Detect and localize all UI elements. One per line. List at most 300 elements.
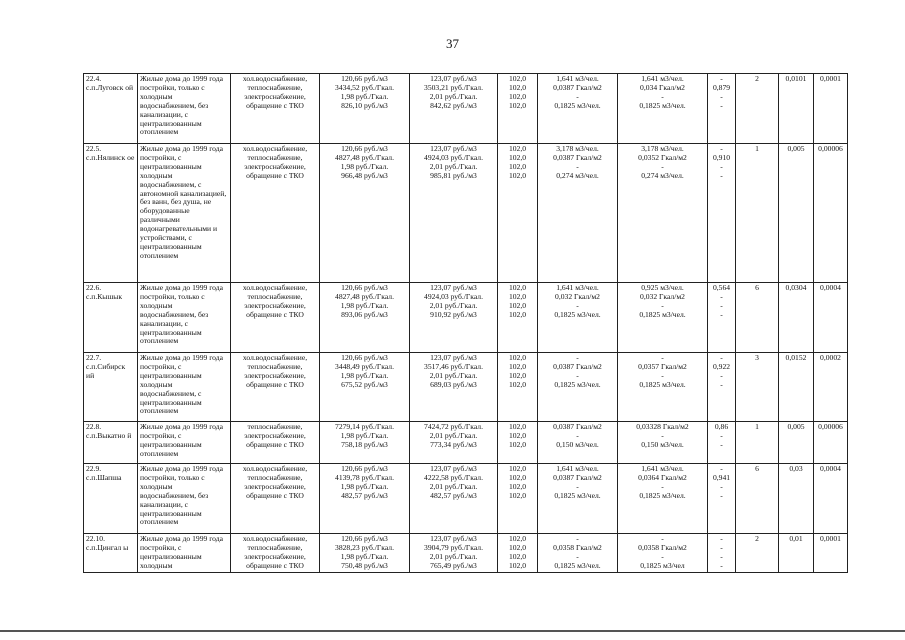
cell-line: теплоснабжение,	[247, 542, 303, 552]
cell-count	[736, 534, 779, 573]
cell-line: 123,07 руб./м3	[430, 353, 477, 362]
cell-line: 0,0387 Гкал/м2	[553, 472, 602, 482]
cell-line: -	[720, 91, 723, 101]
cell-coefficient	[708, 283, 736, 353]
cell-index	[498, 353, 538, 422]
cell-line: электроснабжение,	[244, 370, 306, 380]
cell-line: 102,0	[508, 439, 527, 449]
cell-line: -	[720, 144, 723, 153]
cell-line: 3503,21 руб./Гкал.	[424, 82, 483, 92]
cell-line: 0,1825 м3/чел.	[639, 379, 686, 389]
cell-line: 1,98 руб./Гкал.	[340, 161, 389, 171]
table-row	[84, 353, 848, 422]
cell-line: 4924,03 руб./Гкал.	[424, 291, 483, 301]
cell-housing-type	[138, 144, 231, 283]
cell-services	[231, 534, 320, 573]
cell-line: теплоснабжение,	[247, 291, 303, 301]
cell-line: 3448,49 руб./Гкал.	[335, 361, 394, 371]
cell-line: 0,032 Гкал/м2	[555, 291, 600, 301]
cell-tariff-second	[410, 144, 498, 283]
cell-line: -	[720, 534, 723, 543]
cell-value-first	[779, 283, 814, 353]
cell-line: -	[720, 161, 723, 171]
cell-line: 842,62 руб./м3	[430, 100, 477, 110]
cell-services	[231, 144, 320, 283]
cell-tariff-second	[410, 534, 498, 573]
cell-line: 1,98 руб./Гкал.	[340, 481, 389, 491]
cell-line: 102,0	[508, 74, 527, 83]
cell-line: 2,01 руб./Гкал.	[429, 91, 478, 101]
cell-line: 0,564	[712, 283, 731, 292]
cell-settlement	[84, 464, 138, 534]
cell-text: 0,0001	[820, 74, 841, 83]
cell-line: 0,032 Гкал/м2	[640, 291, 685, 301]
cell-text: 0,01	[789, 534, 803, 543]
cell-services	[231, 353, 320, 422]
cell-value-first	[779, 74, 814, 144]
cell-line: 102,0	[508, 370, 527, 380]
cell-line: 1,641 м3/чел.	[556, 464, 599, 473]
cell-coefficient	[708, 74, 736, 144]
cell-text: Жилые дома до 1999 года постройки, с централизованным холодным	[140, 534, 223, 570]
cell-line: 1,641 м3/чел.	[641, 464, 684, 473]
cell-line: 102,0	[508, 144, 527, 153]
cell-text: 0,0002	[820, 353, 841, 362]
tariff-table	[83, 73, 848, 573]
cell-line: 120,66 руб./м3	[341, 353, 388, 362]
cell-services	[231, 464, 320, 534]
cell-text: 22.6. с.п.Кышык	[86, 283, 123, 301]
page-number: 37	[446, 36, 459, 51]
cell-line: 4222,58 руб./Гкал.	[424, 472, 483, 482]
cell-index	[498, 283, 538, 353]
cell-line: 2,01 руб./Гкал.	[429, 300, 478, 310]
cell-text: 0,03	[789, 464, 803, 473]
cell-settlement	[84, 283, 138, 353]
cell-line: -	[720, 100, 723, 110]
cell-line: 3904,79 руб./Гкал.	[424, 542, 483, 552]
cell-line: -	[720, 300, 723, 310]
cell-line: 0,910	[712, 152, 731, 162]
cell-line: 482,57 руб./м3	[430, 490, 477, 500]
cell-line: 102,0	[508, 353, 527, 362]
cell-value-first	[779, 422, 814, 464]
cell-line: 102,0	[508, 309, 527, 319]
cell-text: 1	[755, 422, 759, 431]
cell-line: 1,641 м3/чел.	[556, 283, 599, 292]
cell-line: 0,0387 Гкал/м2	[553, 361, 602, 371]
cell-text: Жилые дома до 1999 года постройки, с централизованным отоплением	[140, 422, 223, 458]
cell-line: 2,01 руб./Гкал.	[429, 551, 478, 561]
cell-norm-first	[538, 422, 618, 464]
cell-line: 0,879	[712, 82, 731, 92]
table-row	[84, 464, 848, 534]
cell-line: хол.водоснабжение,	[242, 353, 308, 362]
cell-line: 0,941	[712, 472, 731, 482]
cell-line: 102,0	[508, 283, 527, 292]
cell-line: 0,0352 Гкал/м2	[638, 152, 687, 162]
cell-line: электроснабжение,	[244, 551, 306, 561]
cell-line: 102,0	[508, 542, 527, 552]
cell-text: 3	[755, 353, 759, 362]
cell-line: 123,07 руб./м3	[430, 74, 477, 83]
cell-count	[736, 353, 779, 422]
cell-line: хол.водоснабжение,	[242, 74, 308, 83]
cell-line: -	[661, 300, 664, 310]
cell-line: 102,0	[508, 161, 527, 171]
cell-line: 102,0	[508, 300, 527, 310]
cell-value-second	[814, 144, 848, 283]
cell-line: -	[720, 309, 723, 319]
cell-housing-type	[138, 422, 231, 464]
cell-value-second	[814, 353, 848, 422]
cell-tariff-second	[410, 283, 498, 353]
cell-line: хол.водоснабжение,	[242, 464, 308, 473]
cell-line: -	[720, 481, 723, 491]
cell-line: 102,0	[508, 490, 527, 500]
cell-line: 4827,48 руб./Гкал.	[335, 152, 394, 162]
cell-text: 2	[755, 534, 759, 543]
cell-tariff-first	[320, 283, 410, 353]
cell-line: 966,48 руб./м3	[341, 170, 388, 180]
cell-settlement	[84, 74, 138, 144]
cell-tariff-first	[320, 144, 410, 283]
cell-line: теплоснабжение,	[247, 82, 303, 92]
cell-housing-type	[138, 353, 231, 422]
cell-line: 1,98 руб./Гкал.	[340, 300, 389, 310]
cell-line: -	[661, 161, 664, 171]
cell-line: 0,925 м3/чел.	[641, 283, 684, 292]
cell-line: 120,66 руб./м3	[341, 283, 388, 292]
cell-line: 0,150 м3/чел.	[641, 439, 684, 449]
cell-line: 2,01 руб./Гкал.	[429, 430, 478, 440]
cell-line: 102,0	[508, 560, 527, 570]
cell-line: 0,03328 Гкал/м2	[636, 422, 689, 431]
table-row	[84, 144, 848, 283]
cell-text: Жилые дома до 1999 года постройки, только с холодным водоснабжением, без канализации, с централизованным отоплением	[140, 74, 223, 137]
cell-line: 0,150 м3/чел.	[556, 439, 599, 449]
cell-line: 773,34 руб./м3	[430, 439, 477, 449]
cell-line: обращение с ТКО	[246, 170, 304, 180]
page-bottom-edge	[0, 630, 905, 632]
cell-line: 689,03 руб./м3	[430, 379, 477, 389]
cell-tariff-first	[320, 464, 410, 534]
cell-line: 123,07 руб./м3	[430, 283, 477, 292]
cell-line: 0,1825 м3/чел.	[554, 560, 601, 570]
cell-text: 6	[755, 283, 759, 292]
cell-line: -	[661, 534, 664, 543]
cell-line: -	[576, 551, 579, 561]
cell-line: 102,0	[508, 430, 527, 440]
cell-line: обращение с ТКО	[246, 100, 304, 110]
cell-line: 2,01 руб./Гкал.	[429, 161, 478, 171]
cell-line: обращение с ТКО	[246, 560, 304, 570]
cell-line: -	[720, 464, 723, 473]
cell-line: 123,07 руб./м3	[430, 144, 477, 153]
cell-services	[231, 422, 320, 464]
cell-line: электроснабжение,	[244, 91, 306, 101]
table-body	[84, 74, 848, 573]
cell-line: 0,274 м3/чел.	[641, 170, 684, 180]
cell-text: 0,0101	[785, 74, 807, 83]
cell-text: 22.10. с.п.Цингал ы	[86, 534, 129, 552]
cell-text: 0,0004	[820, 283, 841, 292]
cell-line: 0,1825 м3/чел.	[554, 309, 601, 319]
cell-line: 2,01 руб./Гкал.	[429, 370, 478, 380]
cell-coefficient	[708, 464, 736, 534]
cell-value-second	[814, 283, 848, 353]
cell-line: обращение с ТКО	[246, 309, 304, 319]
cell-norm-first	[538, 534, 618, 573]
cell-line: 1,641 м3/чел.	[556, 74, 599, 83]
cell-line: 0,1825 м3/чел.	[639, 490, 686, 500]
cell-text: 6	[755, 464, 759, 473]
cell-line: 102,0	[508, 464, 527, 473]
cell-line: 482,57 руб./м3	[341, 490, 388, 500]
cell-line: 0,0364 Гкал/м2	[638, 472, 687, 482]
cell-count	[736, 74, 779, 144]
cell-line: 0,1825 м3/чел.	[554, 100, 601, 110]
cell-line: -	[576, 353, 579, 362]
cell-coefficient	[708, 422, 736, 464]
cell-norm-second	[618, 464, 708, 534]
cell-line: 0,0358 Гкал/м2	[553, 542, 602, 552]
cell-line: хол.водоснабжение,	[242, 283, 308, 292]
cell-text: 22.9. с.п.Шапша	[86, 464, 122, 482]
cell-text: 1	[755, 144, 759, 153]
cell-line: -	[720, 170, 723, 180]
cell-settlement	[84, 144, 138, 283]
cell-line: 0,0387 Гкал/м2	[553, 422, 602, 431]
cell-line: -	[720, 379, 723, 389]
cell-line: -	[661, 91, 664, 101]
cell-line: 1,98 руб./Гкал.	[340, 551, 389, 561]
cell-line: 765,49 руб./м3	[430, 560, 477, 570]
cell-text: 0,005	[787, 144, 805, 153]
cell-line: -	[576, 534, 579, 543]
cell-line: 826,10 руб./м3	[341, 100, 388, 110]
cell-line: 120,66 руб./м3	[341, 464, 388, 473]
cell-tariff-first	[320, 422, 410, 464]
cell-line: теплоснабжение,	[247, 422, 303, 431]
cell-line: 120,66 руб./м3	[341, 534, 388, 543]
cell-tariff-second	[410, 422, 498, 464]
cell-coefficient	[708, 353, 736, 422]
cell-line: 0,1825 м3/чел	[640, 560, 685, 570]
cell-line: 4139,78 руб./Гкал.	[335, 472, 394, 482]
cell-text: 2	[755, 74, 759, 83]
cell-count	[736, 283, 779, 353]
cell-text: 0,0152	[785, 353, 807, 362]
cell-line: 0,1825 м3/чел.	[554, 490, 601, 500]
cell-line: 750,48 руб./м3	[341, 560, 388, 570]
cell-housing-type	[138, 74, 231, 144]
cell-line: 3,178 м3/чел.	[556, 144, 599, 153]
cell-tariff-first	[320, 534, 410, 573]
cell-line: -	[661, 551, 664, 561]
table-row	[84, 74, 848, 144]
cell-value-first	[779, 464, 814, 534]
cell-line: 102,0	[508, 82, 527, 92]
cell-norm-first	[538, 353, 618, 422]
cell-count	[736, 144, 779, 283]
cell-line: 102,0	[508, 379, 527, 389]
cell-count	[736, 422, 779, 464]
cell-line: обращение с ТКО	[246, 490, 304, 500]
cell-settlement	[84, 422, 138, 464]
cell-norm-second	[618, 74, 708, 144]
cell-line: 1,98 руб./Гкал.	[340, 430, 389, 440]
cell-line: -	[720, 370, 723, 380]
cell-line: 102,0	[508, 170, 527, 180]
cell-settlement	[84, 534, 138, 573]
cell-services	[231, 74, 320, 144]
cell-text: 0,0004	[820, 464, 841, 473]
cell-text: 22.7. с.п.Сибирск ий	[86, 353, 126, 380]
cell-line: 102,0	[508, 152, 527, 162]
cell-line: 123,07 руб./м3	[430, 464, 477, 473]
cell-line: электроснабжение,	[244, 300, 306, 310]
cell-tariff-second	[410, 464, 498, 534]
cell-line: обращение с ТКО	[246, 379, 304, 389]
cell-norm-second	[618, 534, 708, 573]
cell-line: 0,0387 Гкал/м2	[553, 152, 602, 162]
cell-line: 123,07 руб./м3	[430, 534, 477, 543]
cell-line: -	[576, 430, 579, 440]
cell-line: -	[720, 439, 723, 449]
cell-line: 0,1825 м3/чел.	[639, 100, 686, 110]
table-row	[84, 283, 848, 353]
cell-line: 0,1825 м3/чел.	[554, 379, 601, 389]
cell-value-second	[814, 534, 848, 573]
table-row	[84, 422, 848, 464]
cell-line: электроснабжение,	[244, 481, 306, 491]
cell-line: 893,06 руб./м3	[341, 309, 388, 319]
cell-housing-type	[138, 464, 231, 534]
cell-value-second	[814, 464, 848, 534]
cell-line: -	[576, 481, 579, 491]
cell-line: хол.водоснабжение,	[242, 534, 308, 543]
cell-line: -	[576, 370, 579, 380]
cell-value-second	[814, 422, 848, 464]
cell-line: 7279,14 руб./Гкал.	[335, 422, 394, 431]
cell-text: Жилые дома до 1999 года постройки, с централизованным холодным водоснабжением, с автономной канализацией, без ванн, без душа, не оборудованные различными водонагревательными и устройствами, с централизованным отоплением	[140, 144, 227, 260]
cell-line: 675,52 руб./м3	[341, 379, 388, 389]
cell-line: теплоснабжение,	[247, 361, 303, 371]
cell-line: 102,0	[508, 481, 527, 491]
cell-count	[736, 464, 779, 534]
cell-value-first	[779, 144, 814, 283]
cell-line: 102,0	[508, 100, 527, 110]
cell-text: Жилые дома до 1999 года постройки, только с холодным водоснабжением, без канализации, с централизованным отоплением	[140, 464, 223, 527]
cell-line: 3434,52 руб./Гкал.	[335, 82, 394, 92]
cell-index	[498, 422, 538, 464]
cell-text: 0,005	[787, 422, 805, 431]
cell-line: 102,0	[508, 91, 527, 101]
cell-norm-first	[538, 283, 618, 353]
cell-line: -	[661, 370, 664, 380]
cell-line: 4924,03 руб./Гкал.	[424, 152, 483, 162]
cell-line: 0,0358 Гкал/м2	[638, 542, 687, 552]
cell-text: 0,00006	[818, 422, 843, 431]
cell-norm-first	[538, 74, 618, 144]
cell-norm-second	[618, 283, 708, 353]
cell-norm-first	[538, 144, 618, 283]
cell-line: 0,922	[712, 361, 731, 371]
cell-line: 0,0387 Гкал/м2	[553, 82, 602, 92]
cell-line: -	[576, 161, 579, 171]
cell-line: 102,0	[508, 472, 527, 482]
cell-line: 4827,48 руб./Гкал.	[335, 291, 394, 301]
cell-line: 102,0	[508, 361, 527, 371]
cell-line: -	[720, 551, 723, 561]
cell-value-first	[779, 353, 814, 422]
cell-text: 22.5. с.п.Нялинск ое	[86, 144, 135, 162]
cell-tariff-first	[320, 74, 410, 144]
cell-text: Жилые дома до 1999 года постройки, с централизованным холодным водоснабжением, с централизованным отоплением	[140, 353, 223, 416]
cell-text: Жилые дома до 1999 года постройки, только с холодным водоснабжением, без канализации, с централизованным отоплением	[140, 283, 223, 346]
cell-norm-first	[538, 464, 618, 534]
cell-line: 0,034 Гкал/м2	[640, 82, 685, 92]
table-row	[84, 534, 848, 573]
cell-line: 7424,72 руб./Гкал.	[424, 422, 483, 431]
cell-line: 910,92 руб./м3	[430, 309, 477, 319]
cell-line: -	[720, 560, 723, 570]
cell-line: хол.водоснабжение,	[242, 144, 308, 153]
cell-line: -	[661, 481, 664, 491]
cell-line: 985,81 руб./м3	[430, 170, 477, 180]
cell-line: теплоснабжение,	[247, 152, 303, 162]
cell-line: 102,0	[508, 422, 527, 431]
cell-value-second	[814, 74, 848, 144]
cell-line: 102,0	[508, 551, 527, 561]
cell-line: -	[720, 490, 723, 500]
cell-line: 102,0	[508, 291, 527, 301]
cell-line: 1,641 м3/чел.	[641, 74, 684, 83]
cell-norm-second	[618, 144, 708, 283]
cell-line: -	[720, 542, 723, 552]
cell-tariff-second	[410, 74, 498, 144]
cell-line: 102,0	[508, 534, 527, 543]
cell-index	[498, 534, 538, 573]
cell-line: -	[720, 430, 723, 440]
cell-index	[498, 144, 538, 283]
cell-index	[498, 464, 538, 534]
cell-line: 0,0357 Гкал/м2	[638, 361, 687, 371]
cell-line: теплоснабжение,	[247, 472, 303, 482]
cell-line: -	[661, 430, 664, 440]
cell-line: -	[576, 91, 579, 101]
cell-text: 22.4. с.п.Луговск ой	[86, 74, 134, 92]
cell-line: 1,98 руб./Гкал.	[340, 370, 389, 380]
cell-housing-type	[138, 534, 231, 573]
cell-line: 3,178 м3/чел.	[641, 144, 684, 153]
cell-tariff-second	[410, 353, 498, 422]
cell-text: 0,0001	[820, 534, 841, 543]
cell-coefficient	[708, 144, 736, 283]
cell-line: -	[720, 74, 723, 83]
cell-line: 120,66 руб./м3	[341, 74, 388, 83]
cell-index	[498, 74, 538, 144]
cell-line: -	[576, 300, 579, 310]
cell-settlement	[84, 353, 138, 422]
cell-line: обращение с ТКО	[246, 439, 304, 449]
cell-line: -	[720, 353, 723, 362]
cell-text: 0,0304	[785, 283, 807, 292]
cell-line: -	[720, 291, 723, 301]
cell-coefficient	[708, 534, 736, 573]
cell-line: -	[661, 353, 664, 362]
